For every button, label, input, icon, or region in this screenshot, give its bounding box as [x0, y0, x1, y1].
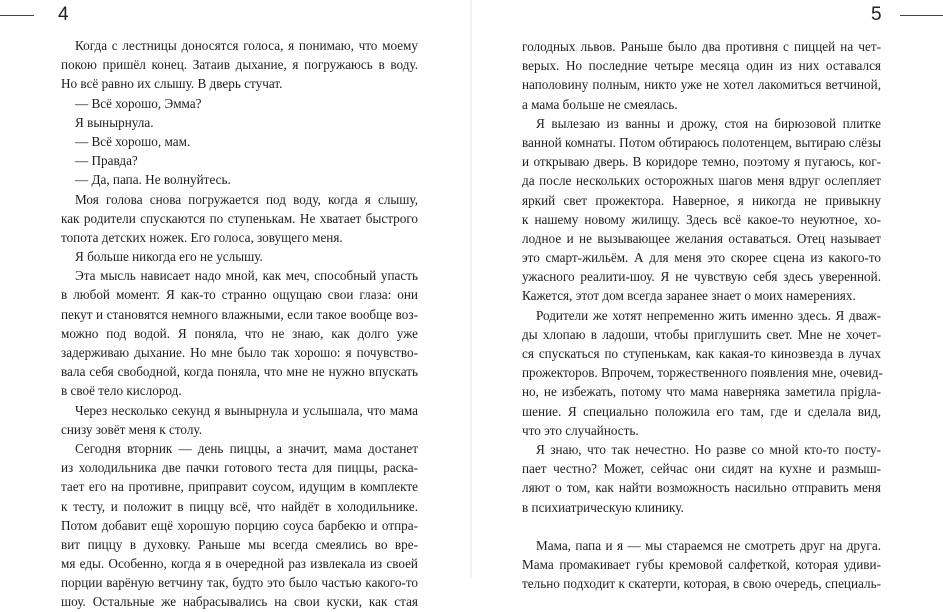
text-line: можно под водой. Я поняла, что не знаю, как долго уже [61, 325, 418, 341]
text-line: Я больше никогда его не услышу. [75, 249, 263, 265]
text-line: тает его на противне, приправит соусом, идущим в комплекте [61, 479, 418, 495]
text-line: Эта мысль нависает надо мной, как меч, способный упасть [75, 268, 418, 284]
text-line: ся спускаться по ступенькам, как какая-то кинозвезда в лучах [522, 346, 881, 361]
text-line: Мама промакивает губы кремовой салфеткой, которая удиви- [522, 556, 881, 572]
text-line: — Правда? [75, 153, 138, 169]
text-line: что это случайность. [522, 422, 639, 438]
text-line: Я вылезаю из ванны и дрожу, стоя на бирюзовой плитке [536, 115, 881, 131]
text-line: ванной комнаты. Потом обтираюсь полотенцем, вытираю слёзы [522, 134, 882, 150]
text-line: Родители же хотят непременно жить именно здесь. Я дваж- [536, 307, 881, 323]
text-line: ляют о том, как найти возможность насильно отправить меня [522, 480, 881, 496]
text-line: — Всё хорошо, Эмма? [75, 95, 202, 111]
text-line: Я знаю, что так нечестно. Но разве со мной кто-то посту- [536, 441, 881, 457]
text-line: это смарт-жильём. А для меня это скорее сцена из какого-то [522, 250, 881, 266]
text-line: топота детских ножек. Его голоса, зовущего меня. [61, 229, 343, 245]
page-number-left: 4 [58, 4, 69, 25]
text-line: пекут и становятся немного влажными, если такое вообще воз- [61, 306, 418, 322]
text-line: мя еды. Особенно, когда я в очередной раз извлекала из своей [61, 556, 418, 572]
text-line: шение. Я специально положила его там, где и сделала вид, [522, 403, 881, 419]
text-line: Через несколько секунд я вынырнула и услышала, что мама [75, 402, 418, 418]
text-line: верых. Но последние четыре месяца один из них оставался [522, 58, 881, 74]
text-line: ужасного реалити-шоу. Я не чувствую себя здесь уверенной. [522, 269, 881, 285]
left-page-text [61, 36, 418, 612]
page-number-right: 5 [871, 4, 882, 25]
right-page-text [522, 37, 881, 593]
text-line: да после нескольких осторожных шагов меня вдруг ослепляет [522, 173, 881, 189]
section-break [522, 517, 881, 536]
text-line: — Всё хорошо, мам. [75, 133, 191, 149]
text-line: в своё тело кислород. [61, 383, 182, 399]
text-line: покою пришёл конец. Затаив дыхание, я погружаюсь в воду. [61, 57, 418, 73]
text-line: Когда с лестницы доносятся голоса, я понимаю, что моему [75, 38, 418, 53]
text-line: к нашему новому жилищу. Здесь всё какое-то неуютное, хо- [522, 211, 881, 227]
text-line: тельно подходит к скатерти, которая, в свою очередь, специаль- [522, 576, 881, 592]
text-line: порции варёную ветчину так, будто это было частью какого-то [61, 575, 418, 591]
text-line: прожекторов. Впрочем, торжественного появления мне, очевид- [522, 365, 883, 381]
header-rule-right [900, 15, 943, 16]
text-line: наполовину полным, никто уже не хотел лакомиться ветчиной, [522, 77, 881, 93]
text-line: шоу. Остальные же набрасывались на свои куски, как стая [61, 594, 418, 610]
text-line: Моя голова снова погружается под воду, когда я слышу, [75, 191, 418, 207]
text-line: Кажется, этот дом всегда заранее знает о моих намерениях. [522, 288, 856, 304]
text-line: снизу зовёт меня к столу. [61, 421, 202, 437]
header-rule-left [0, 15, 34, 16]
text-line: задерживаю дыхание. Но мне было так хорошо: я почувство- [61, 345, 418, 360]
text-line: яркий свет прожектора. Наверное, я никогда не привыкну [522, 192, 881, 208]
right-page [472, 0, 943, 592]
text-line: вала себя свободной, когда поняла, что мне не нужно впускать [61, 364, 418, 380]
text-line: к тесту, и положит в пиццу всё, что найдёт в холодильнике. [61, 498, 418, 514]
text-line: вит пиццу в духовку. Раньше мы всегда смеялись во вре- [61, 536, 418, 552]
left-page [0, 0, 470, 610]
text-line: и открываю дверь. В коридоре темно, поэтому я пугаюсь, ког- [522, 154, 881, 170]
text-line: в любой момент. Я как-то странно ощущаю свои глаза: они [61, 287, 418, 303]
text-line: Мама, папа и я — мы стараемся не смотреть друг на друга. [536, 537, 881, 553]
text-line: а мама больше не смеялась. [522, 96, 678, 112]
text-line: в психиатрическую клинику. [522, 499, 684, 515]
text-line: лодное и не вызывающее желания оставаться. Отец называет [522, 230, 881, 246]
text-line: Сегодня вторник — день пиццы, а значит, мама достанет [75, 440, 418, 456]
text-line: Но всё равно их слышу. В дверь стучат. [61, 76, 283, 92]
text-line: ды хлопаю в ладоши, чтобы приглушить свет. Мне не хочет- [522, 326, 881, 342]
text-line: голодных львов. Раньше было два противня с пиццей на чет- [522, 39, 881, 54]
text-line: Я вынырнула. [75, 114, 154, 130]
text-line: Потом добавит ещё хорошую порцию соуса барбекю и отпра- [61, 517, 418, 533]
text-line: пает честно? Может, сейчас они сидят на кухне и размыш- [522, 461, 881, 477]
text-line: как родители спускаются по ступенькам. Не хватает быстрого [61, 210, 418, 226]
text-line: но, не избежать, потому что мама наверняка заметила прigла- [522, 384, 881, 400]
text-line: из холодильника две пачки готового теста для пиццы, раска- [61, 460, 418, 476]
text-line: — Да, папа. Не волнуйтесь. [75, 172, 231, 188]
